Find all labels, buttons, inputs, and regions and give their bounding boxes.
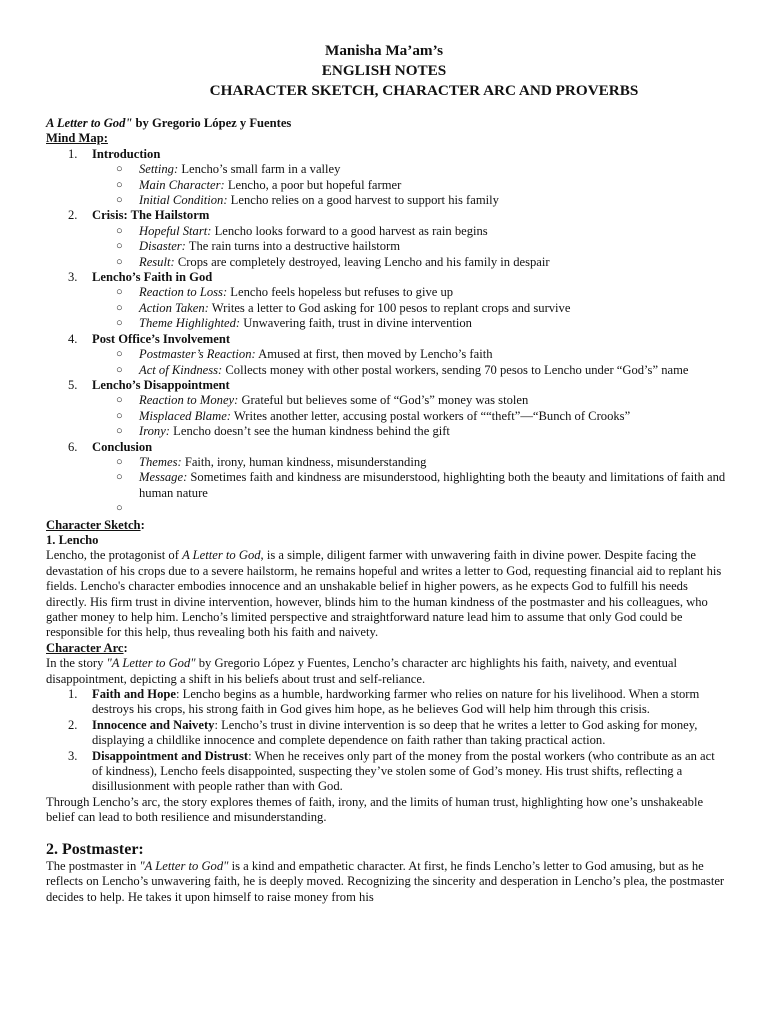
mind-map-section <box>46 270 726 332</box>
mind-map-item <box>92 239 726 254</box>
item-text: Lencho relies on a good harvest to support his family <box>227 193 499 208</box>
circle-bullet-icon: ○ <box>116 425 123 438</box>
section-title: Conclusion <box>92 439 153 454</box>
item-text: Grateful but believes some of “God’s” money was stolen <box>238 393 529 408</box>
item-text: Lencho doesn’t see the human kindness behind the gift <box>170 424 450 439</box>
mind-map-item <box>92 193 726 208</box>
item-label: Irony: <box>139 424 171 439</box>
item-text: Lencho’s small farm in a valley <box>178 162 341 177</box>
circle-bullet-icon: ○ <box>116 255 123 268</box>
section-items <box>92 162 726 208</box>
arc-conclusion: Through Lencho’s arc, the story explores themes of faith, irony, and the limits of human trust, highlighting how one’s unshakeable belief can lead to both resilience and misunderstanding. <box>46 794 704 825</box>
circle-bullet-icon: ○ <box>116 394 123 407</box>
arc-point-title: Faith and Hope <box>92 687 176 702</box>
item-label: Disaster: <box>139 239 186 254</box>
item-text: Sometimes faith and kindness are misunderstood, highlighting both the beauty and limitations of faith and human nature <box>139 470 726 500</box>
mind-map-item <box>92 455 726 470</box>
section-title: Post Office’s Involvement <box>92 331 231 346</box>
mind-map-item <box>92 301 726 316</box>
item-label: Setting: <box>139 162 179 177</box>
mind-map-item <box>92 501 726 516</box>
item-text: Amused at first, then moved by Lencho’s faith <box>255 347 493 362</box>
item-text: Unwavering faith, trust in divine intervention <box>240 316 472 331</box>
circle-bullet-icon: ○ <box>116 409 123 422</box>
document-body <box>46 116 726 905</box>
circle-bullet-icon: ○ <box>116 240 123 253</box>
item-label: Reaction to Loss: <box>139 285 228 300</box>
mind-map-item <box>92 178 726 193</box>
item-label: Initial Condition: <box>139 193 228 208</box>
item-text: Crops are completely destroyed, leaving Lencho and his family in despair <box>174 254 550 269</box>
item-text: Lencho feels hopeless but refuses to give up <box>227 285 454 300</box>
arc-point-title: Innocence and Naivety <box>92 717 215 732</box>
story-author: by Gregorio López y Fuentes <box>132 116 292 130</box>
mind-map-section <box>46 208 726 270</box>
section-title: Lencho’s Disappointment <box>92 377 230 392</box>
arc-point <box>46 687 726 718</box>
mind-map-list <box>46 147 726 517</box>
circle-bullet-icon: ○ <box>116 502 123 515</box>
item-label: Reaction to Money: <box>139 393 239 408</box>
arc-point <box>46 749 726 795</box>
section-items <box>92 455 726 517</box>
mind-map-item <box>92 470 726 501</box>
item-label: Postmaster’s Reaction: <box>139 347 256 362</box>
circle-bullet-icon: ○ <box>116 286 123 299</box>
item-label: Themes: <box>139 454 182 469</box>
item-text: Writes another letter, accusing postal workers of ““theft”—“Bunch of Crooks” <box>230 408 631 423</box>
circle-bullet-icon: ○ <box>116 363 123 376</box>
item-text: Lencho looks forward to a good harvest as rain begins <box>211 223 488 238</box>
section-items <box>92 347 726 378</box>
item-label: Action Taken: <box>139 300 209 315</box>
circle-bullet-icon: ○ <box>116 163 123 176</box>
mind-map-section <box>46 440 726 517</box>
item-text: Writes a letter to God asking for 100 pesos to replant crops and survive <box>208 300 571 315</box>
item-text: The rain turns into a destructive hailstorm <box>185 239 401 254</box>
mind-map-heading: Mind Map: <box>46 131 108 146</box>
character-sketch-heading: Character Sketch: <box>46 517 145 532</box>
arc-point-number: 2. <box>68 717 78 732</box>
section-number: 5. <box>68 377 78 392</box>
arc-point-text: : Lencho’s trust in divine intervention is so deep that he writes a letter to God asking for money, displaying a childlike innocence and complete dependence on faith rather than taking practical action. <box>92 717 698 748</box>
story-title: A Letter to God" <box>46 116 133 130</box>
circle-bullet-icon: ○ <box>116 301 123 314</box>
section-number: 6. <box>68 439 78 454</box>
item-label: Hopeful Start: <box>139 223 212 238</box>
header-topic: CHARACTER SKETCH, CHARACTER ARC AND PROVERBS <box>209 82 639 99</box>
mind-map-item <box>92 347 726 362</box>
item-label: Main Character: <box>139 177 225 192</box>
item-text: Lencho, a poor but hopeful farmer <box>224 177 402 192</box>
lencho-heading: 1. Lencho <box>46 532 99 547</box>
mind-map-section <box>46 378 726 440</box>
section-number: 3. <box>68 270 78 285</box>
story-title-line <box>46 116 726 131</box>
section-number: 4. <box>68 331 78 346</box>
mind-map-item <box>92 409 726 424</box>
section-items <box>92 224 726 270</box>
section-number: 2. <box>68 208 78 223</box>
postmaster-heading: 2. Postmaster: <box>46 840 144 858</box>
postmaster-paragraph: The postmaster in "A Letter to God" is a kind and empathetic character. At first, he finds Lencho’s letter to God amusing, but as he reflects on Lencho’s unwavering faith, he is deeply moved. Recognizing the sincerity and desperation in Lencho’s plea, the postmaster decides to help. He takes it upon himself to raise money from his <box>46 858 725 904</box>
item-label: Misplaced Blame: <box>139 408 231 423</box>
section-title: Lencho’s Faith in God <box>92 270 213 285</box>
circle-bullet-icon: ○ <box>116 194 123 207</box>
arc-point-title: Disappointment and Distrust <box>92 748 249 763</box>
arc-point-text: : Lencho begins as a humble, hardworking farmer who relies on nature for his livelihood. When a storm destroys his crops, his strong faith in God gives him hope, as he believes God will help him through this crisis. <box>92 687 700 717</box>
item-label: Message: <box>139 470 188 485</box>
item-label: Theme Highlighted: <box>139 316 241 331</box>
mind-map-item <box>92 224 726 239</box>
item-label: Result: <box>139 254 175 269</box>
mind-map-item <box>92 255 726 270</box>
circle-bullet-icon: ○ <box>116 471 123 484</box>
mind-map-item <box>92 363 726 378</box>
circle-bullet-icon: ○ <box>116 224 123 237</box>
arc-point-number: 1. <box>68 687 78 702</box>
item-text: Faith, irony, human kindness, misunderstanding <box>181 454 427 469</box>
section-number: 1. <box>68 146 78 161</box>
mind-map-item <box>92 393 726 408</box>
circle-bullet-icon: ○ <box>116 178 123 191</box>
circle-bullet-icon: ○ <box>116 348 123 361</box>
arc-intro-paragraph: In the story "A Letter to God" by Gregorio López y Fuentes, Lencho’s character arc highlights his faith, naivety, and eventual disappointment, depicting a shift in his beliefs about trust and self-reliance. <box>46 656 678 686</box>
section-items <box>92 393 726 439</box>
section-items <box>92 285 726 331</box>
mind-map-item <box>92 316 726 331</box>
character-arc-heading: Character Arc: <box>46 640 128 655</box>
header-teacher-name: Manisha Ma’am’s <box>325 42 443 59</box>
circle-bullet-icon: ○ <box>116 317 123 330</box>
circle-bullet-icon: ○ <box>116 455 123 468</box>
mind-map-item <box>92 424 726 439</box>
arc-point-text: : When he receives only part of the money from the postal workers (who contribute as an act of kindness), Lencho feels disappointed, suspecting they’ve stolen some of God’s money. His trust shifts, reflecting a disillusionment with people rather than with God. <box>92 748 715 794</box>
section-title: Introduction <box>92 146 161 161</box>
arc-point <box>46 718 726 749</box>
mind-map-section <box>46 332 726 378</box>
mind-map-section <box>46 147 726 209</box>
header-subject: ENGLISH NOTES <box>321 62 447 79</box>
item-text: Collects money with other postal workers, sending 70 pesos to Lencho under “God’s” name <box>222 362 689 377</box>
arc-point-number: 3. <box>68 748 78 763</box>
section-title: Crisis: The Hailstorm <box>92 208 210 223</box>
arc-points-list <box>46 687 726 795</box>
item-label: Act of Kindness: <box>139 362 223 377</box>
mind-map-item <box>92 285 726 300</box>
lencho-paragraph: Lencho, the protagonist of A Letter to God, is a simple, diligent farmer with unwavering faith in divine power. Despite facing the devastation of his crops due to a severe hailstorm, he remains hopeful and writes a letter to God, requesting financial aid to replant his fields. Lencho's character embodies innocence and an unshakable belief in higher powers, as he expects God to fulfill his needs directly. His firm trust in divine intervention, however, blinds him to the human kindness of the postmaster and his colleagues, who gather money to help him. Lencho’s limited perspective and straightforward nature lead him to assume that only God could be responsible for this help, thus revealing both his faith and naivety. <box>46 548 722 640</box>
mind-map-item <box>92 162 726 177</box>
